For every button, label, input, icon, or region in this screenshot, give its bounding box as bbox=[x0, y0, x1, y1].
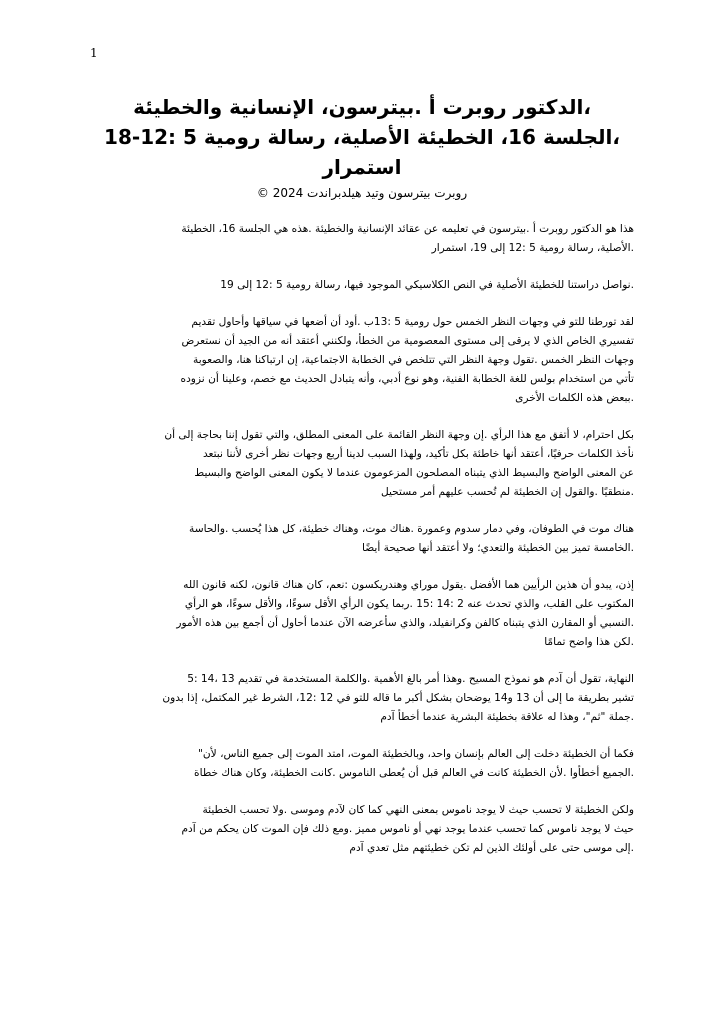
text-line: بكل احترام، لا أتفق مع هذا الرأي .إن وجهة النظر القائمة على المعنى المطلق، والتي تقول إننا بحاجة إلى أن bbox=[164, 429, 634, 441]
text-line: .النسبي أو المقارن الذي يتبناه كالفن وكرانفيلد، والذي سأعرضه الآن عندما أحاول أن أجمع بين هذه الأمور bbox=[176, 617, 634, 629]
text-line: .ببعض هذه الكلمات الأخرى bbox=[515, 392, 634, 404]
text-line: .الخامسة تميز بين الخطيئة والتعدي؛ ولا أعتقد أنها صحيحة أيضًا bbox=[361, 542, 634, 554]
text-line: .الجميع أخطأوا .لأن الخطيئة كانت في العالم قبل أن يُعطى الناموس .كانت الخطيئة، وكان هناك خطاة bbox=[194, 767, 634, 779]
text-line: .منطقيًا .والقول إن الخطيئة لم تُحسب عليهم أمر مستحيل bbox=[380, 486, 634, 498]
paragraph-2 bbox=[96, 276, 634, 295]
text-line: هذا هو الدكتور روبرت أ .بيترسون في تعليمه عن عقائد الإنسانية والخطيئة .هذه هي الجلسة 16، الخطيئة bbox=[181, 223, 634, 235]
paragraph-5 bbox=[96, 520, 634, 558]
text-line: النهاية، تقول أن آدم هو نموذج المسيح .وهذا أمر بالغ الأهمية .والكلمة المستخدمة في تقديم 13 ،14 :5 bbox=[187, 673, 634, 685]
paragraph-1 bbox=[96, 220, 634, 258]
copyright-line: روبرت بيترسون وتيد هيلدبراندت 2024 © bbox=[256, 186, 468, 200]
text-line: حيث لا يوجد ناموس كما تحسب عندما يوجد نهي أو ناموس مميز .ومع ذلك فإن الموت كان يحكم من آدم bbox=[181, 823, 634, 835]
text-line: ولكن الخطيئة لا تحسب حيث لا يوجد ناموس بمعنى النهي كما كان لآدم وموسى .ولا تحسب الخطيئة bbox=[202, 804, 634, 816]
text-line: تفسيري الخاص الذي لا يرقى إلى مستوى المعصومية من الخطأ، ولكنني أعتقد أنه من الجيد أن نستعرض bbox=[181, 335, 634, 347]
text-line: .نواصل دراستنا للخطيئة الأصلية في النص الكلاسيكي الموجود فيها، رسالة رومية 5 :12 إلى 19 bbox=[220, 279, 634, 291]
text-line: فكما أن الخطيئة دخلت إلى العالم بإنسان واحد، وبالخطيئة الموت، امتد الموت إلى جميع الناس، لأن" bbox=[198, 748, 634, 760]
document-header bbox=[96, 92, 628, 202]
text-line: إذن، يبدو أن هذين الرأيين هما الأفضل .يقول موراي وهندريكسون :نعم، كان هناك قانون، لكنه قانون الله bbox=[183, 579, 634, 591]
title-line-1: ،الدكتور روبرت أ .بيترسون، الإنسانية والخطيئة bbox=[133, 95, 591, 119]
text-line: وجهات النظر الخمس .تقول وجهة النظر التي تتلخص في الخطابة الاجتماعية، إن ارتباكنا هنا، والصعوبة bbox=[193, 354, 634, 366]
paragraph-6 bbox=[96, 576, 634, 652]
text-line: .جملة "ثم"، وهذا له علاقة بخطيئة البشرية عندما أخطأ آدم bbox=[380, 711, 634, 723]
page-number: 1 bbox=[90, 46, 98, 60]
text-line: .إلى موسى حتى على أولئك الذين لم تكن خطيئتهم مثل تعدي آدم bbox=[349, 842, 634, 854]
paragraph-9 bbox=[96, 801, 634, 858]
title-line-3: استمرار bbox=[322, 155, 402, 179]
text-line: لقد تورطنا للتو في وجهات النظر الخمس حول رومية 5 :13ب .أود أن أضعها في سياقها وأحاول تقديم bbox=[191, 316, 634, 328]
text-line: نأخذ الكلمات حرفيًا، أعتقد أنها خاطئة بكل تأكيد، ولهذا السبب لدينا أربع وجهات نظر أخرى لأننا نبتعد bbox=[202, 448, 634, 460]
paragraph-7 bbox=[96, 670, 634, 727]
text-line: .الأصلية، رسالة رومية 5 :12 إلى 19، استمرار bbox=[431, 242, 634, 254]
paragraph-3 bbox=[96, 313, 634, 408]
text-line: .لكن هذا واضح تمامًا bbox=[544, 636, 634, 648]
paragraph-4 bbox=[96, 426, 634, 502]
text-line: المكتوب على القلب، والذي تحدث عنه 2 :14 :15 .ربما يكون الرأي الأقل سوءًا، والأقل سوءًا، هو الرأي bbox=[184, 598, 634, 610]
text-line: تأتي من استخدام بولس للغة الخطابة الفنية، وهو نوع أدبي، وأنه يتبادل الحديث مع خصم، وعلينا أن نزوده bbox=[180, 373, 634, 385]
text-line: هناك موت في الطوفان، وفي دمار سدوم وعمورة .هناك موت، وهناك خطيئة، كل هذا يُحسب .والحاسة bbox=[189, 523, 634, 535]
text-line: عن المعنى الواضح والبسيط الذي يتبناه المصلحون المزعومون عندما لا يكون المعنى الواضح والبسيط bbox=[194, 467, 634, 479]
paragraph-8 bbox=[96, 745, 634, 783]
title-line-2: ،الجلسة 16، الخطيئة الأصلية، رسالة رومية 5 :12-18 bbox=[104, 125, 620, 149]
text-line: تشير بطريقة ما إلى أن 13 و14 يوضحان بشكل أكبر ما قاله للتو في 12 :12، الشرط غير المكتمل، إذا بدون bbox=[162, 692, 634, 704]
document-body bbox=[96, 220, 634, 876]
